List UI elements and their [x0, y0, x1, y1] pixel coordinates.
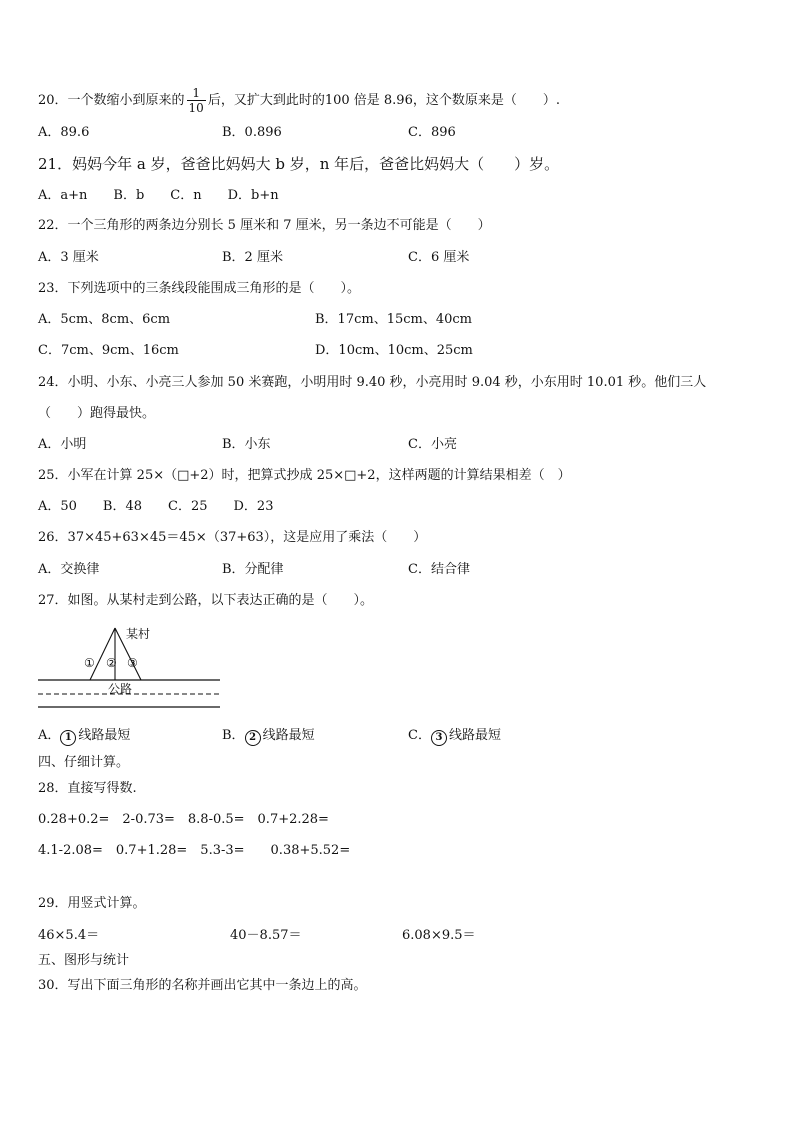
route-line-1 [90, 628, 115, 680]
route-label-2: ② [106, 656, 117, 670]
q25-options[interactable]: A．50 B．48 C．25 D．23 [38, 499, 274, 514]
q27-option-a-text: 线路最短 [78, 728, 131, 743]
q27-option-c-text: 线路最短 [448, 728, 501, 743]
q27-option-a[interactable] [38, 727, 130, 746]
q28-row-1: 0.28+0.2= 2-0.73= 8.8-0.5= 0.7+2.28= [38, 812, 329, 827]
question-20 [38, 86, 560, 115]
q20-option-c[interactable]: C．896 [408, 125, 456, 140]
question-24-line-2: （ ）跑得最快。 [38, 406, 156, 421]
q28-row-2: 4.1-2.08= 0.7+1.28= 5.3-3= 0.38+5.52= [38, 843, 351, 858]
circled-number-icon: 3 [431, 730, 447, 746]
q23-option-a[interactable]: A．5cm、8cm、6cm [38, 312, 171, 327]
circled-number-icon: 1 [60, 730, 76, 746]
q29-item-1: 46×5.4＝ [38, 928, 100, 943]
village-label: 某村 [126, 627, 151, 641]
question-24-line-1: 24．小明、小东、小亮三人参加 50 米赛跑，小明用时 9.40 秒，小亮用时 9.04 秒，小东用时 10.01 秒。他们三人 [38, 375, 707, 390]
question-28: 28．直接写得数. [38, 781, 137, 796]
road-label: 公路 [108, 682, 133, 696]
q24-option-c[interactable]: C．小亮 [408, 437, 457, 452]
question-20-text-a: 20．一个数缩小到原来的 [38, 93, 185, 108]
q24-option-b[interactable]: B．小东 [222, 437, 271, 452]
question-21: 21．妈妈今年 a 岁，爸爸比妈妈大 b 岁，n 年后，爸爸比妈妈大（ ）岁。 [38, 155, 560, 173]
fraction-denominator: 10 [188, 101, 204, 115]
q27-option-b-text: 线路最短 [262, 728, 315, 743]
q29-item-2: 40－8.57＝ [230, 928, 302, 943]
q27-option-b-prefix: B． [222, 728, 245, 743]
q21-options[interactable]: A．a+n B．b C．n D．b+n [38, 188, 279, 203]
q27-option-c-prefix: C． [408, 728, 431, 743]
question-22: 22．一个三角形的两条边分别长 5 厘米和 7 厘米，另一条边不可能是（ ） [38, 218, 491, 233]
q22-option-a[interactable]: A．3 厘米 [38, 250, 99, 265]
q27-option-a-prefix: A． [38, 728, 61, 743]
question-26: 26．37×45+63×45＝45×（37+63），这是应用了乘法（ ） [38, 530, 427, 545]
q26-option-a[interactable]: A．交换律 [38, 562, 100, 577]
route-label-1: ① [84, 656, 95, 670]
q27-option-b[interactable] [222, 727, 315, 746]
q29-item-3: 6.08×9.5＝ [402, 928, 476, 943]
question-23: 23．下列选项中的三条线段能围成三角形的是（ ）。 [38, 281, 361, 296]
q23-option-d[interactable]: D．10cm、10cm、25cm [315, 343, 473, 358]
question-27: 27．如图。从某村走到公路，以下表达正确的是（ ）。 [38, 593, 374, 608]
q22-option-b[interactable]: B．2 厘米 [222, 250, 283, 265]
section-5-heading: 五、图形与统计 [38, 953, 130, 968]
q23-option-b[interactable]: B．17cm、15cm、40cm [315, 312, 473, 327]
q20-option-b[interactable]: B．0.896 [222, 125, 282, 140]
question-30: 30．写出下面三角形的名称并画出它其中一条边上的高。 [38, 978, 367, 993]
q27-option-c[interactable] [408, 727, 501, 746]
q26-option-c[interactable]: C．结合律 [408, 562, 470, 577]
fraction-numerator: 1 [187, 86, 206, 101]
question-29: 29．用竖式计算。 [38, 896, 146, 911]
q26-option-b[interactable]: B．分配律 [222, 562, 284, 577]
q22-option-c[interactable]: C．6 厘米 [408, 250, 470, 265]
q24-option-a[interactable]: A．小明 [38, 437, 87, 452]
question-20-text-b: 后，又扩大到此时的100 倍是 8.96，这个数原来是（ ）. [207, 93, 560, 108]
q20-option-a[interactable]: A．89.6 [38, 125, 90, 140]
section-4-heading: 四、仔细计算。 [38, 755, 130, 770]
question-25: 25．小军在计算 25×（□+2）时，把算式抄成 25×□+2，这样两题的计算结果相差（ ） [38, 468, 571, 483]
circled-number-icon: 2 [245, 730, 261, 746]
fraction-one-tenth [187, 86, 206, 115]
route-label-3: ③ [127, 656, 138, 670]
village-road-figure [38, 622, 228, 714]
q23-option-c[interactable]: C．7cm、9cm、16cm [38, 343, 179, 358]
